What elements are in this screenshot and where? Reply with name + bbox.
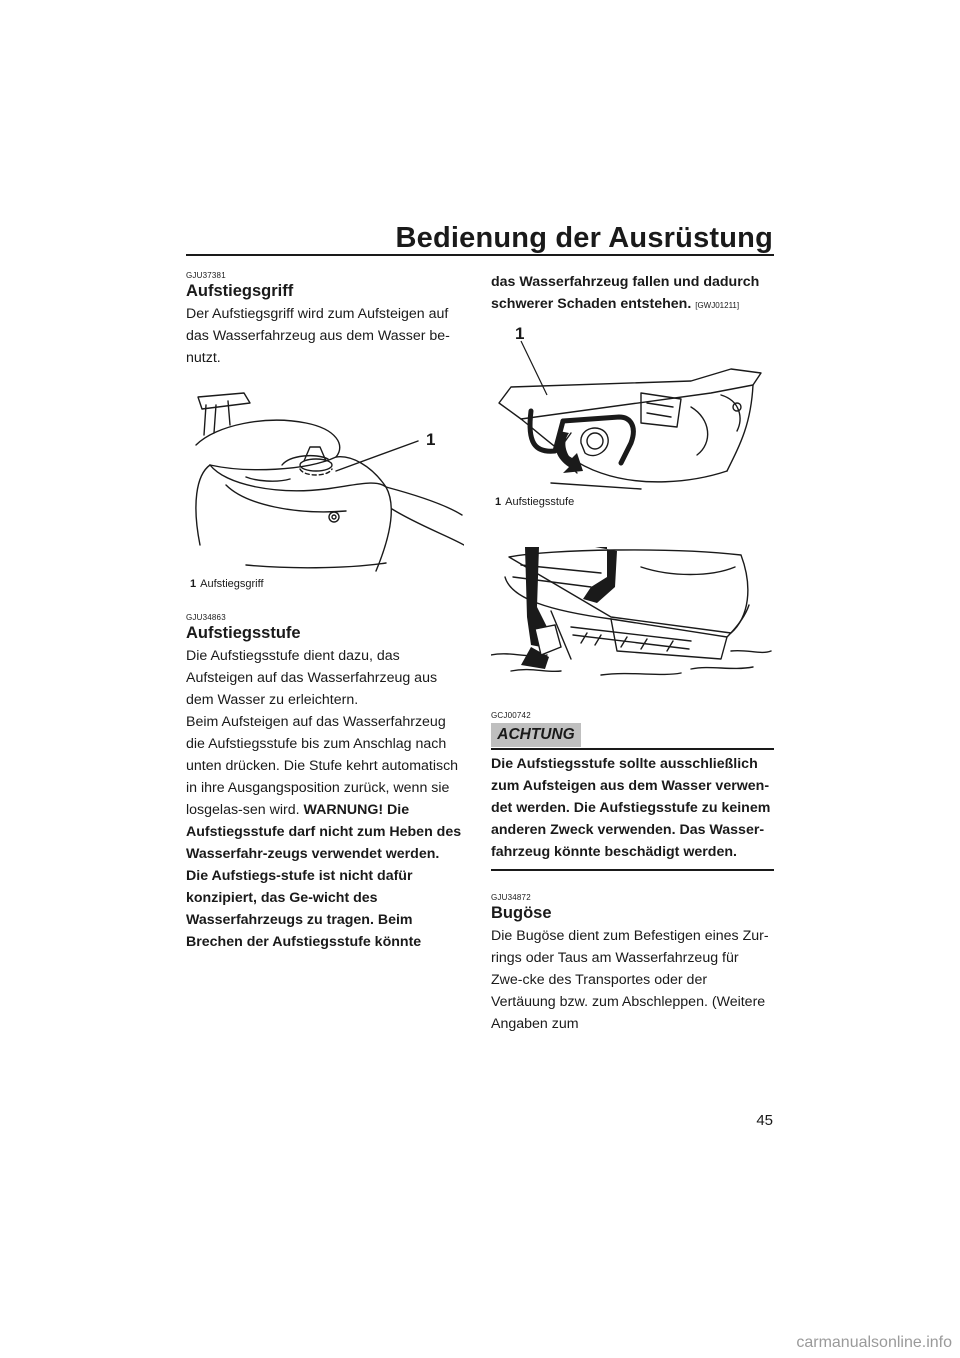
figure-step-usage <box>491 547 774 687</box>
page-title: Bedienung der Ausrüstung <box>395 222 773 254</box>
section-code: GJU34863 <box>186 613 226 622</box>
caption-text: Aufstiegsgriff <box>200 578 264 590</box>
achtung-text: Die Aufstiegsstufe sollte ausschließlich zum Aufsteigen aus dem Wasser verwen-det werden. Die Aufstiegsstufe zu keinem anderen Zweck verwenden. Das Wasser-fahrzeug könnte beschädigt werden. <box>491 756 771 860</box>
warning-continued <box>491 271 774 317</box>
grip-body: Der Aufstiegsgriff wird zum Aufsteigen auf das Wasserfahrzeug aus dem Wasser be-nutzt. <box>186 306 450 366</box>
right-column <box>491 271 774 1035</box>
figure-step-closeup <box>491 323 774 493</box>
figure-label: 1 <box>426 430 436 449</box>
section-code: GCJ00742 <box>491 711 531 720</box>
step-body-2 <box>186 711 464 953</box>
warning-continued-text: das Wasserfahrzeug fallen und dadurch schwerer Schaden entstehen. <box>491 274 760 312</box>
step-body-2-text: Beim Aufsteigen auf das Wasserfahrzeug die Aufstiegsstufe bis zum Anschlag nach unten drücken. Die Stufe kehrt automatisch in ihre Ausgangsposition zurück, wenn sie losgelas-sen wird. <box>186 714 459 818</box>
step-usage-illustration <box>491 547 774 687</box>
figure-label: 1 <box>515 324 525 343</box>
figure-caption <box>186 577 464 591</box>
section-code: GJU37381 <box>186 271 226 280</box>
section-code: GJU34872 <box>491 892 531 902</box>
caption-text: Aufstiegsstufe <box>505 496 575 508</box>
page-number: 45 <box>756 1112 773 1129</box>
left-column <box>186 271 464 953</box>
warning-ref: [GWJ01211] <box>695 301 740 310</box>
caption-number: 1 <box>495 496 502 508</box>
figure-grip <box>186 385 464 575</box>
achtung-badge: ACHTUNG <box>491 723 581 747</box>
section-heading-step: Aufstiegsstufe <box>186 624 301 642</box>
achtung-header <box>491 723 774 751</box>
section-heading-grip: Aufstiegsgriff <box>186 282 294 300</box>
section-heading-bow: Bugöse <box>491 903 552 922</box>
step-closeup-illustration <box>491 323 774 493</box>
title-rule <box>186 254 774 256</box>
step-body-1: Die Aufstiegsstufe dient dazu, das Aufsteigen auf das Wasserfahrzeug aus dem Wasser zu erleichtern. <box>186 648 438 708</box>
figure-caption <box>491 495 774 509</box>
bow-body: Die Bugöse dient zum Befestigen eines Zur-rings oder Taus am Wasserfahrzeug für Zwe-cke des Transportes oder der Vertäuung bzw. zum Abschleppen. (Weitere Angaben zum <box>491 927 769 1032</box>
caption-number: 1 <box>190 578 197 590</box>
step-warning: WARNUNG! Die Aufstiegsstufe darf nicht zum Heben des Wasserfahr-zeugs verwendet werden. Die Aufstiegs-stufe ist nicht dafür konzipiert, das Ge-wicht des Wasserfahrzeugs zu tragen. Beim Brechen der Aufstiegsstufe könnte <box>186 802 462 950</box>
watermark: carmanualsonline.info <box>796 1334 952 1351</box>
achtung-rule <box>491 748 774 750</box>
grip-illustration <box>186 385 464 575</box>
